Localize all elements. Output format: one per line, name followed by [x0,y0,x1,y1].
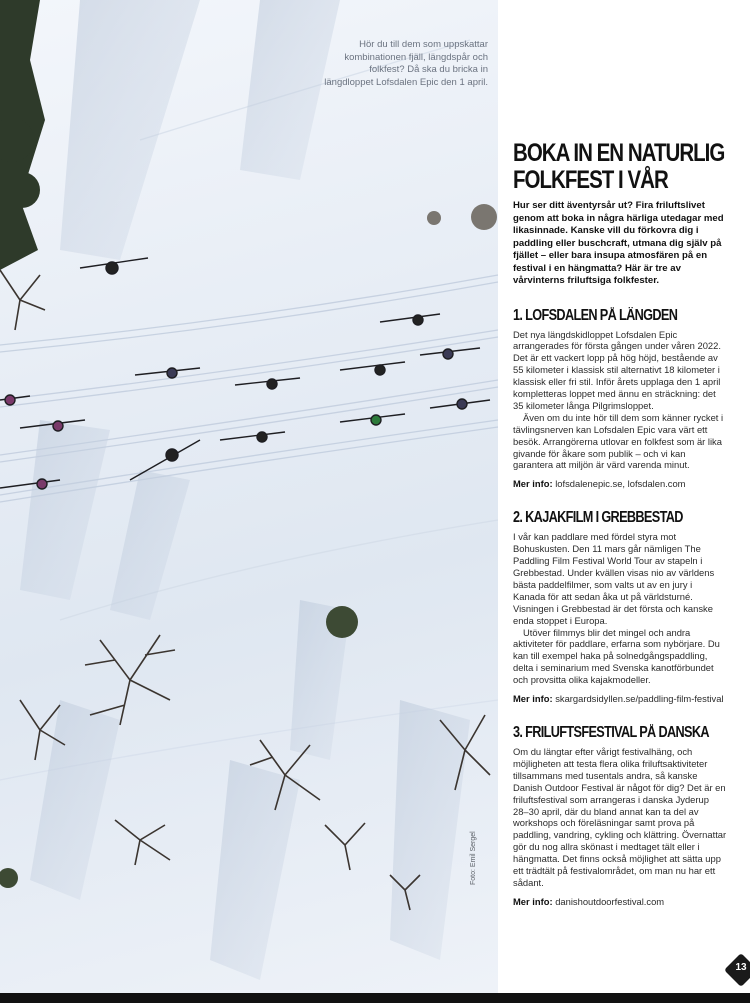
more-info [513,478,727,490]
section-paragraph: Om du längtar efter vårigt festivalhäng, och möjligheten att testa flera olika friluftsaktiviteter tillsammans med tusentals andra, så kanske Danish Outdoor Festival är något för dig? Det är en friluftsfestival som arrangeras i danska Jyderup 28–30 april, där du bland annat kan ta del av workshops och föreläsningar samt prova på paddling, vandring, cykling och klättring. Övernattar gör du nog allra skönast i medtaget tält eller i hängmatta. Det finns också möjlighet att sätta upp ett trädtält på festivalområdet, om man nu har ett sådant. [513,745,727,888]
section-title: 2. KAJAKFILM I GREBBESTAD [513,509,683,527]
article-headline: BOKA IN EN NATURLIG FOLKFEST I VÅR [513,139,725,194]
article-lead: Hur ser ditt äventyrsår ut? Fira friluftslivet genom att boka in några härliga utedagar med likasinnade. Kanske vill du förkovra dig i paddling eller buschcraft, utmana dig själv på fjället – eller bara insupa atmosfären på en festival i en hängmatta? Här är tre av vårvinterns friluftsiga folkfester. [513,200,724,286]
section-paragraph: Det nya längdskidloppet Lofsdalen Epic arrangerades för första gången under våren 2022. Det är ett vackert lopp på hög höjd, bestående av 55 kilometer i klassisk stil alternativt 18 kilometer i klassisk eller fri stil. Inför årets upplaga den 1 april kompletteras loppet med ännu en sträckning: det 35 kilometer långa Pilgrimsloppet. [513,328,721,411]
bottom-bar [0,993,750,1003]
section-title: 1. LOFSDALEN PÅ LÄNGDEN [513,306,678,324]
section-paragraph: Utöver filmmys blir det mingel och andra aktiviteter för paddlare, erfarna som nybörjare. Du kan till exempel haka på solnedgångspaddling, delta i seminarium med Svenska kanotförbundet och provsitta olika kajakmodeller. [513,626,720,686]
photo-caption: Hör du till dem som uppskattar kombinationen fjäll, längdspår och folkfest? Då ska du bricka in längdloppet Lofsdalen Epic den 1 april. [324,39,488,88]
section-paragraph: Även om du inte hör till dem som känner rycket i tävlingsnerven kan Lofsdalen Epic vara värt ett besök. Arrangörerna utlovar en folkfest som är lika givande för åkare som publik – och vi kan garantera att miljön är värd varenda minut. [513,411,724,471]
section-danish-outdoor [513,724,727,908]
page-number: 13 [735,962,747,973]
section-title: 3. FRILUFTSFESTIVAL PÅ DANSKA [513,723,709,741]
photo-credit: Foto: Emil Sergel [470,831,477,885]
pine-tree-cluster [0,0,45,270]
more-info-label: Mer info: [513,478,553,490]
section-grebbestad [513,509,727,705]
section-paragraph: I vår kan paddlare med fördel styra mot Bohuskusten. Den 11 mars går nämligen The Paddling Film Festival World Tour av stapeln i Grebbestad. Under kvällen visas nio av världens bästa paddelfilmer, som valts ut av en jury i Kanada för att sedan åka ut på världsturné. Visningen i Grebbestad är det första och kanske enda stoppet i Europa. [513,531,715,626]
more-info-label: Mer info: [513,693,553,705]
more-info-link[interactable]: skargardsidyllen.se/paddling-film-festival [555,693,724,705]
more-info-link[interactable]: lofsdalenepic.se, lofsdalen.com [555,478,686,490]
section-lofsdalen [513,307,727,491]
more-info-label: Mer info: [513,895,553,907]
article-column [513,140,727,908]
more-info-link[interactable]: danishoutdoorfestival.com [555,895,665,907]
more-info [513,896,727,908]
more-info [513,693,727,705]
